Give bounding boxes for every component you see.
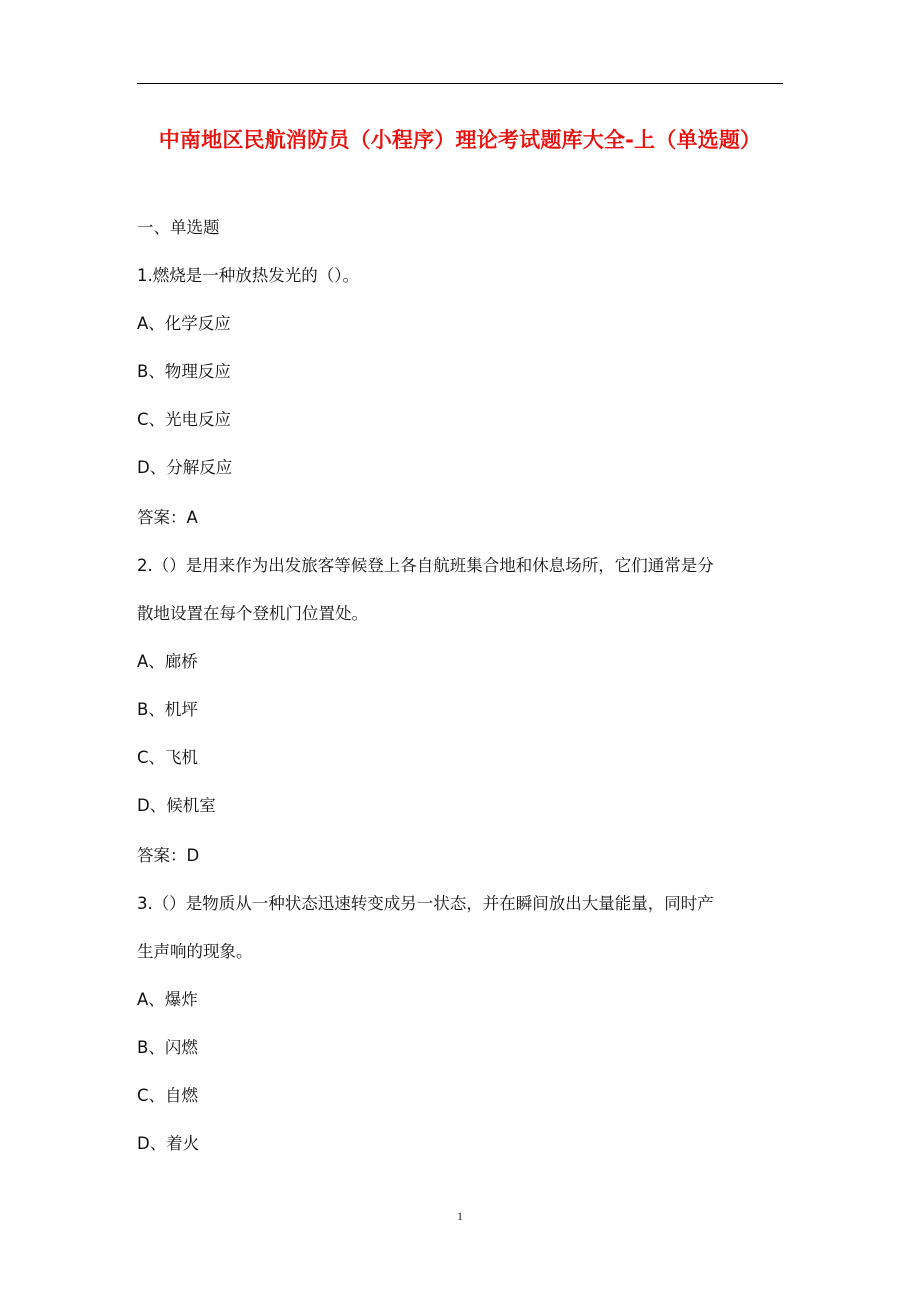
question-1-option-b: B、物理反应 — [137, 362, 231, 381]
question-2-option-c: C、飞机 — [137, 748, 199, 767]
question-2-answer: 答案：D — [137, 846, 200, 865]
question-2-option-a: A、廊桥 — [137, 652, 198, 671]
question-3-option-b: B、闪燃 — [137, 1038, 198, 1057]
question-3-stem-line-2: 生声响的现象。 — [137, 942, 253, 961]
question-3-option-a: A、爆炸 — [137, 990, 198, 1009]
question-3-stem-line-1: 3.（）是物质从一种状态迅速转变成另一状态，并在瞬间放出大量能量，同时产 — [137, 894, 714, 913]
question-1-option-c: C、光电反应 — [137, 410, 232, 429]
question-2-option-b: B、机坪 — [137, 700, 198, 719]
question-1-answer: 答案：A — [137, 508, 198, 527]
question-2-option-d: D、候机室 — [137, 796, 216, 815]
document-title: 中南地区民航消防员（小程序）理论考试题库大全-上（单选题） — [158, 128, 762, 152]
page-number: 1 — [457, 1209, 463, 1223]
question-2-stem-line-1: 2.（）是用来作为出发旅客等候登上各自航班集合地和休息场所，它们通常是分 — [137, 556, 714, 575]
question-1-stem: 1.燃烧是一种放热发光的（）。 — [137, 266, 359, 285]
question-1-option-d: D、分解反应 — [137, 458, 233, 477]
question-1-option-a: A、化学反应 — [137, 314, 231, 333]
section-heading: 一、单选题 — [137, 218, 220, 237]
question-3-option-c: C、自燃 — [137, 1086, 199, 1105]
question-3-option-d: D、着火 — [137, 1134, 200, 1153]
question-2-stem-line-2: 散地设置在每个登机门位置处。 — [137, 604, 368, 623]
header-rule — [137, 83, 783, 84]
